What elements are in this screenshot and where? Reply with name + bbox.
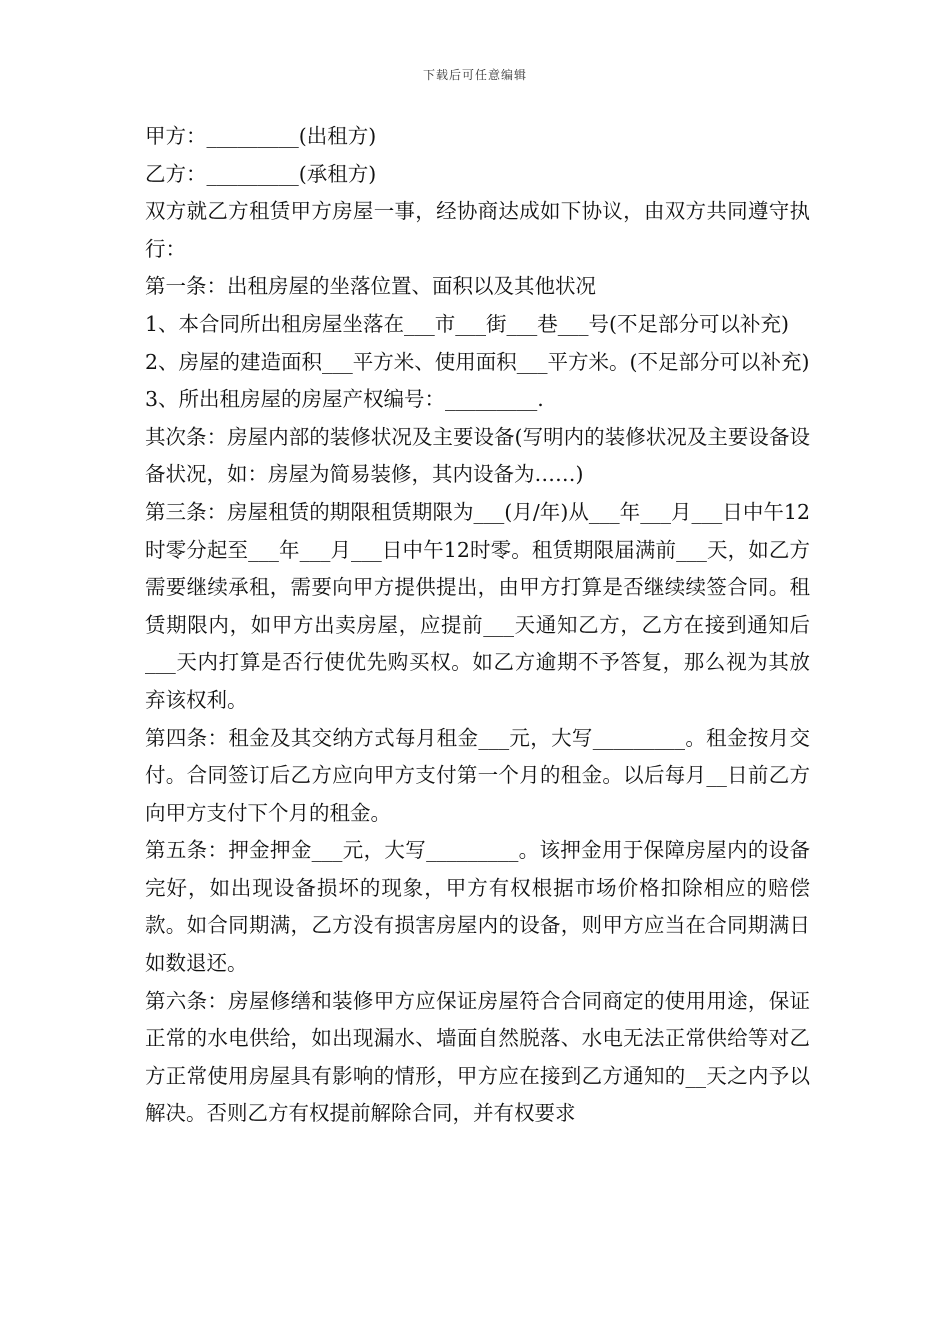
article-2-paragraph: 其次条：房屋内部的装修状况及主要设备(写明内的装修状况及主要设备设备状况，如：房屋为简易装修，其内设备为……) bbox=[145, 424, 810, 487]
page-header: 下载后可任意编辑 bbox=[422, 68, 527, 82]
article-5-paragraph: 第五条：押金押金___元，大写_________。该押金用于保障房屋内的设备完好，如出现设备损坏的现象，甲方有权根据市场价格扣除相应的赔偿款。如合同期满，乙方没有损害房屋内的设备，则甲方应当在合同期满日如数退还。 bbox=[145, 838, 810, 976]
intro-paragraph: 双方就乙方租赁甲方房屋一事，经协商达成如下协议，由双方共同遵守执行： bbox=[145, 199, 810, 261]
party-b-line: 乙方：_________(承租方) bbox=[145, 161, 377, 186]
article-1-item-3: 3、所出租房屋的房屋产权编号：_________. bbox=[145, 387, 544, 412]
contract-body bbox=[145, 118, 810, 1133]
article-6-paragraph: 第六条：房屋修缮和装修甲方应保证房屋符合合同商定的使用用途，保证正常的水电供给，如出现漏水、墙面自然脱落、水电无法正常供给等对乙方正常使用房屋具有影响的情形，甲方应在接到乙方通知的__天之内予以解决。否则乙方有权提前解除合同，并有权要求 bbox=[145, 988, 810, 1126]
article-1-item-1: 1、本合同所出租房屋坐落在___市___街___巷___号(不足部分可以补充) bbox=[145, 311, 790, 336]
party-a-line: 甲方：_________(出租方) bbox=[145, 124, 377, 148]
article-4-paragraph: 第四条：租金及其交纳方式每月租金___元，大写_________。租金按月交付。合同签订后乙方应向甲方支付第一个月的租金。以后每月__日前乙方向甲方支付下个月的租金。 bbox=[145, 725, 810, 825]
article-1-item-2: 2、房屋的建造面积___平方米、使用面积___平方米。(不足部分可以补充) bbox=[145, 349, 810, 374]
article-1-title: 第一条：出租房屋的坐落位置、面积以及其他状况 bbox=[145, 274, 596, 299]
article-3-paragraph: 第三条：房屋租赁的期限租赁期限为___(月/年)从___年___月___日中午12时零分起至___年___月___日中午12时零。租赁期限届满前___天，如乙方需要继续承租，需要向甲方提供提出，由甲方打算是否继续续签合同。租赁期限内，如甲方出卖房屋，应提前___天通知乙方，乙方在接到通知后___天内打算是否行使优先购买权。如乙方逾期不予答复，那么视为其放弃该权利。 bbox=[145, 499, 810, 712]
